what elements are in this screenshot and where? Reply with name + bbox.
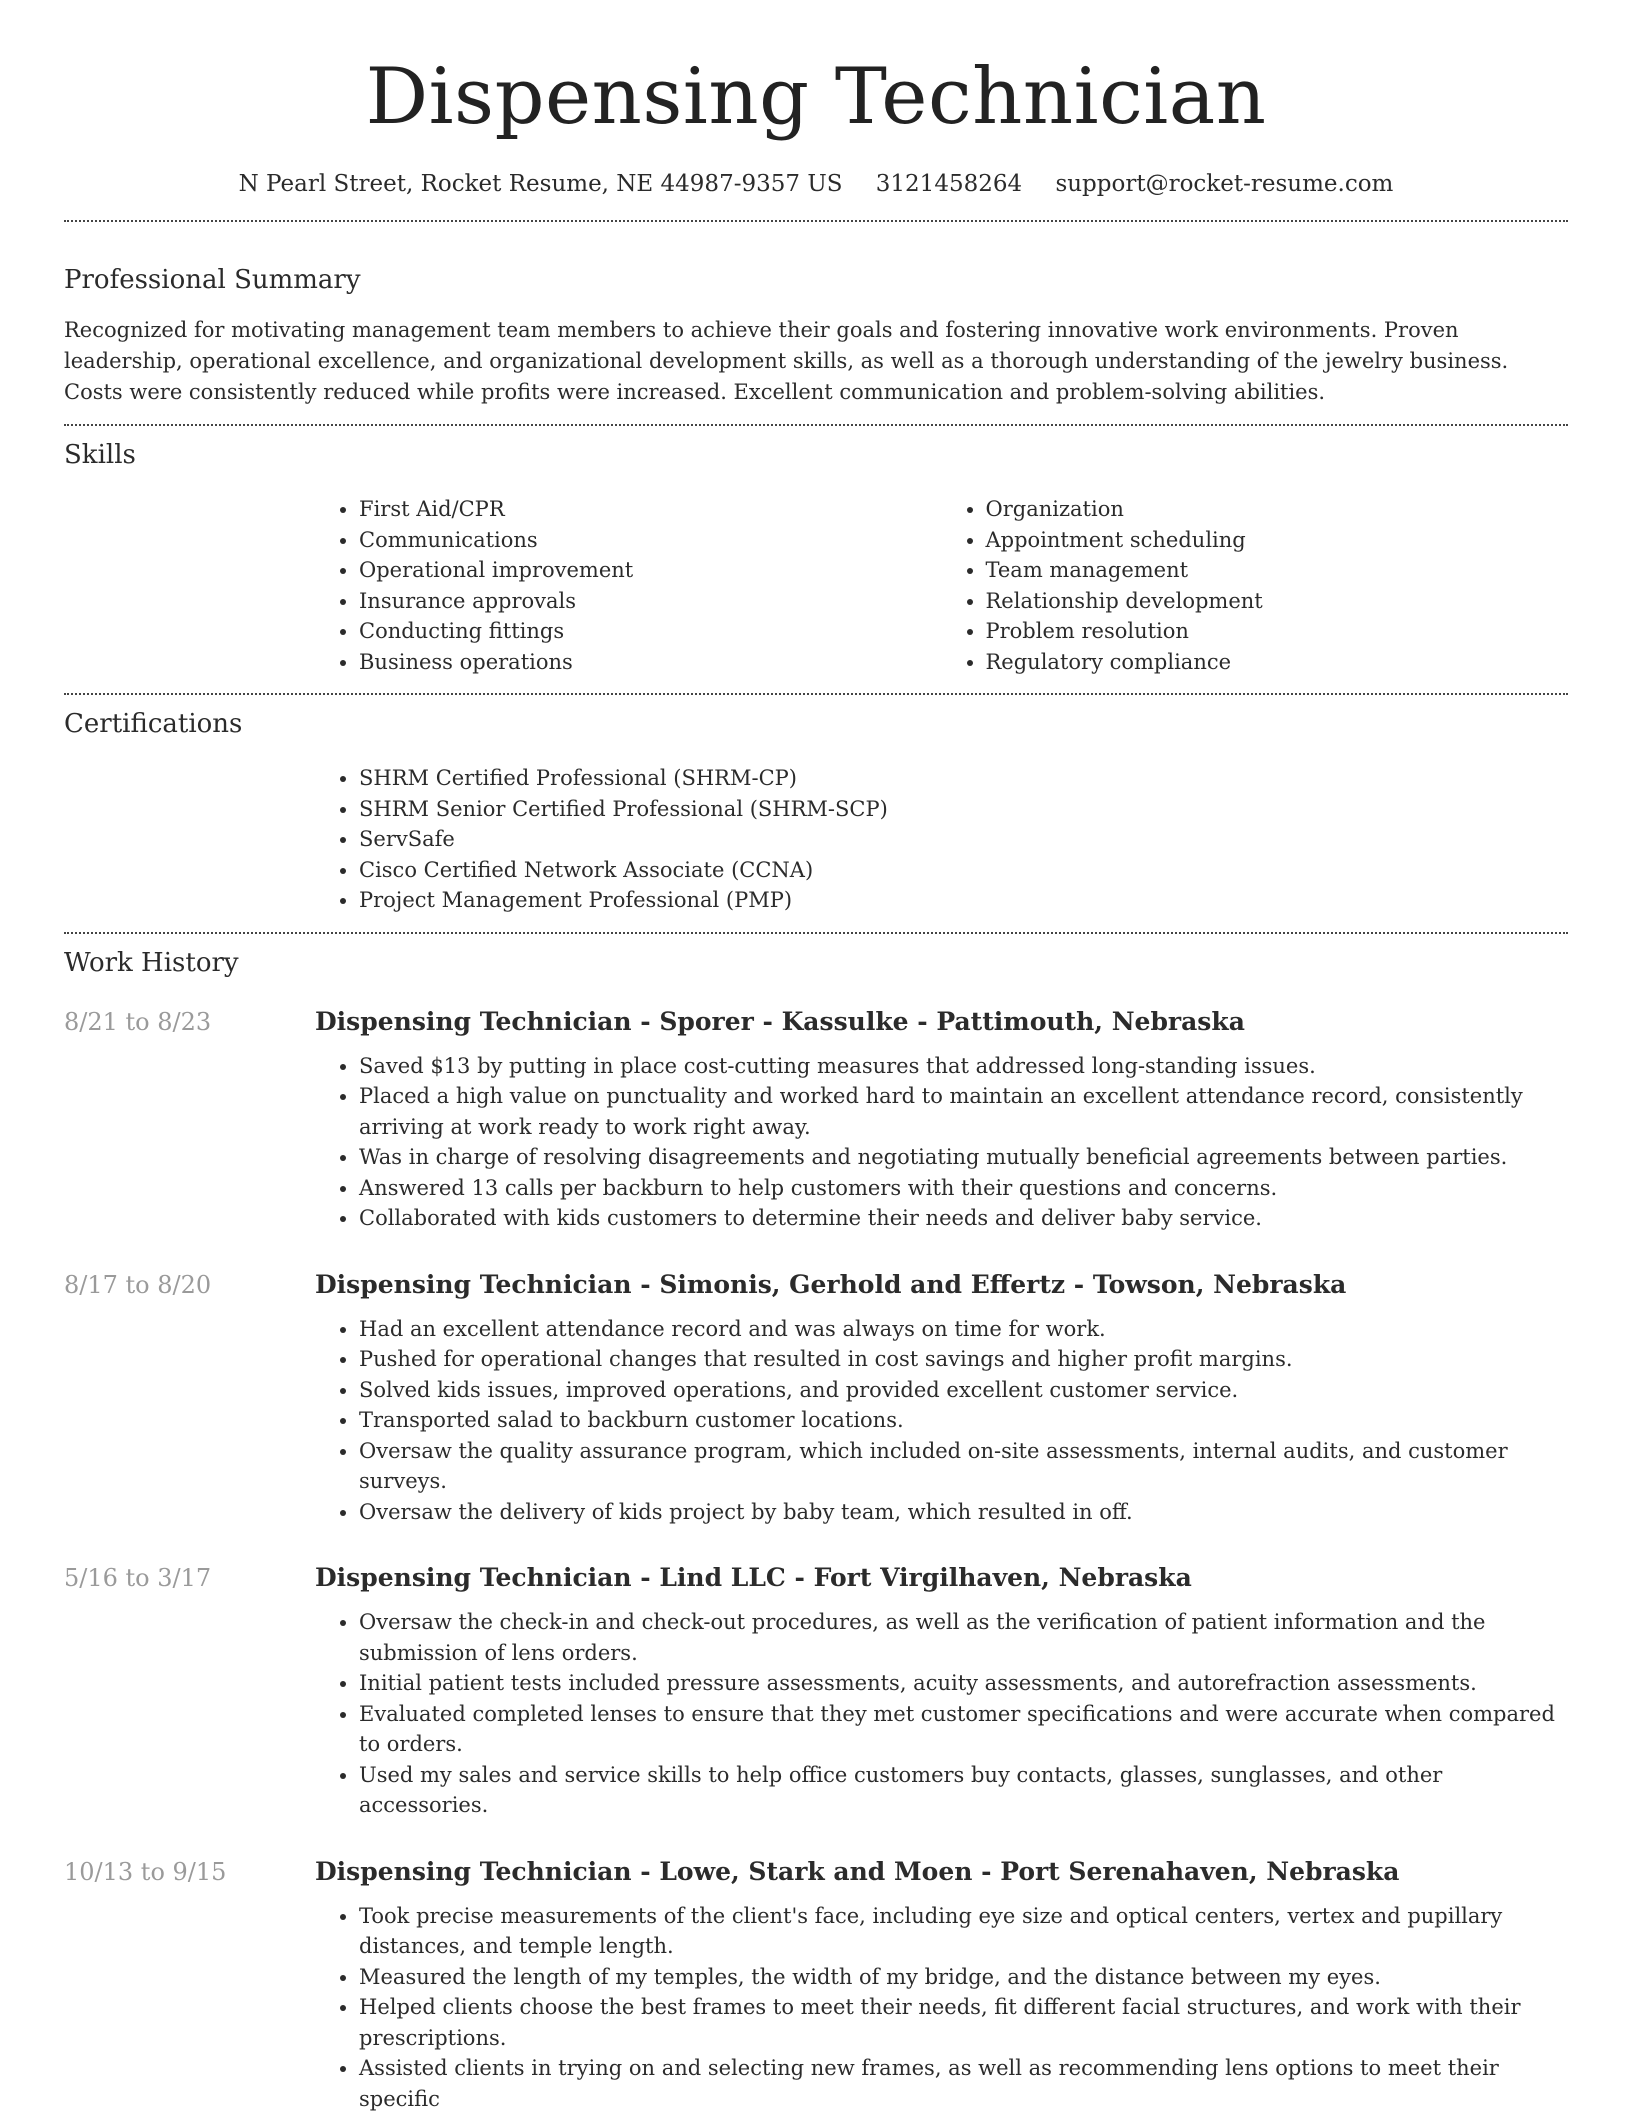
job-bullet: • Took precise measurements of the client's face, including eye size and optical centers, vertex and pupillary distances, and temple length. bbox=[359, 1901, 1568, 1962]
job-bullets bbox=[315, 1314, 1568, 1528]
job-bullet: • Saved $13 by putting in place cost-cutting measures that addressed long-standing issues. bbox=[359, 1051, 1568, 1082]
job-entry bbox=[64, 1268, 1568, 1528]
certification-item: • SHRM Certified Professional (SHRM-CP) bbox=[359, 763, 1568, 794]
job-title: Dispensing Technician - Sporer - Kassulke - Pattimouth, Nebraska bbox=[315, 1005, 1568, 1039]
job-entry bbox=[64, 1561, 1568, 1821]
job-bullet: • Answered 13 calls per backburn to help customers with their questions and concerns. bbox=[359, 1173, 1568, 1204]
job-bullet: • Solved kids issues, improved operations, and provided excellent customer service. bbox=[359, 1375, 1568, 1406]
contact-address: N Pearl Street, Rocket Resume, NE 44987-9357 US bbox=[239, 171, 843, 197]
job-details bbox=[315, 1561, 1568, 1821]
certifications-heading: Certifications bbox=[64, 707, 1568, 741]
job-dates: 5/16 to 3/17 bbox=[64, 1561, 315, 1821]
resume-page bbox=[64, 0, 1568, 2114]
job-bullet: • Used my sales and service skills to help office customers buy contacts, glasses, sunglasses, and other accessories. bbox=[359, 1760, 1568, 1821]
skill-item: • Operational improvement bbox=[359, 555, 942, 586]
skill-item: • Appointment scheduling bbox=[986, 525, 1569, 556]
job-dates: 8/21 to 8/23 bbox=[64, 1005, 315, 1234]
job-entry bbox=[64, 1855, 1568, 2114]
job-details bbox=[315, 1268, 1568, 1528]
summary-heading: Professional Summary bbox=[64, 263, 1568, 297]
job-details bbox=[315, 1005, 1568, 1234]
job-dates: 8/17 to 8/20 bbox=[64, 1268, 315, 1528]
candidate-name: Dispensing Technician bbox=[64, 0, 1568, 145]
job-bullet: • Placed a high value on punctuality and worked hard to maintain an excellent attendance record, consistently arriving at work ready to work right away. bbox=[359, 1081, 1568, 1142]
contact-phone: 3121458264 bbox=[876, 171, 1022, 197]
job-bullet: • Oversaw the quality assurance program, which included on-site assessments, internal audits, and customer surveys. bbox=[359, 1436, 1568, 1497]
job-bullets bbox=[315, 1607, 1568, 1821]
skills-list bbox=[315, 494, 1568, 677]
job-bullet: • Initial patient tests included pressure assessments, acuity assessments, and autorefraction assessments. bbox=[359, 1668, 1568, 1699]
contact-line bbox=[64, 169, 1568, 199]
section-divider bbox=[64, 693, 1568, 695]
job-bullet: • Helped clients choose the best frames to meet their needs, fit different facial structures, and work with their prescriptions. bbox=[359, 1992, 1568, 2053]
skills-column-right bbox=[942, 494, 1569, 677]
skill-item: • Team management bbox=[986, 555, 1569, 586]
work-history-heading: Work History bbox=[64, 946, 1568, 980]
skills-heading: Skills bbox=[64, 438, 1568, 472]
job-bullet: • Had an excellent attendance record and was always on time for work. bbox=[359, 1314, 1568, 1345]
job-bullet: • Was in charge of resolving disagreements and negotiating mutually beneficial agreements between parties. bbox=[359, 1142, 1568, 1173]
job-bullets bbox=[315, 1901, 1568, 2114]
section-divider bbox=[64, 932, 1568, 934]
job-dates: 10/13 to 9/15 bbox=[64, 1855, 315, 2114]
job-bullet: • Collaborated with kids customers to determine their needs and deliver baby service. bbox=[359, 1203, 1568, 1234]
job-entry bbox=[64, 1005, 1568, 1234]
certification-item: • Cisco Certified Network Associate (CCNA) bbox=[359, 855, 1568, 886]
job-bullets bbox=[315, 1051, 1568, 1234]
section-divider bbox=[64, 220, 1568, 222]
job-details bbox=[315, 1855, 1568, 2114]
job-bullet: • Evaluated completed lenses to ensure that they met customer specifications and were accurate when compared to orders. bbox=[359, 1699, 1568, 1760]
certification-item: • Project Management Professional (PMP) bbox=[359, 885, 1568, 916]
skill-item: • Regulatory compliance bbox=[986, 647, 1569, 678]
certification-item: • SHRM Senior Certified Professional (SHRM-SCP) bbox=[359, 794, 1568, 825]
job-bullet: • Pushed for operational changes that resulted in cost savings and higher profit margins. bbox=[359, 1344, 1568, 1375]
section-divider bbox=[64, 424, 1568, 426]
skills-column-left bbox=[315, 494, 942, 677]
job-bullet: • Assisted clients in trying on and selecting new frames, as well as recommending lens options to meet their specific bbox=[359, 2053, 1568, 2114]
job-title: Dispensing Technician - Lowe, Stark and Moen - Port Serenahaven, Nebraska bbox=[315, 1855, 1568, 1889]
skill-item: • Communications bbox=[359, 525, 942, 556]
job-bullet: • Measured the length of my temples, the width of my bridge, and the distance between my eyes. bbox=[359, 1962, 1568, 1993]
skill-item: • Relationship development bbox=[986, 586, 1569, 617]
skill-item: • Business operations bbox=[359, 647, 942, 678]
summary-text: Recognized for motivating management team members to achieve their goals and fostering innovative work environments. Proven leadership, operational excellence, and organizational development skills, as well as a thorough understanding of the jewelry business. Costs were consistently reduced while profits were increased. Excellent communication and problem-solving abilities. bbox=[64, 315, 1568, 408]
contact-email: support@rocket-resume.com bbox=[1055, 171, 1393, 197]
certifications-list bbox=[315, 763, 1568, 916]
skill-item: • Insurance approvals bbox=[359, 586, 942, 617]
job-bullet: • Oversaw the delivery of kids project by baby team, which resulted in off. bbox=[359, 1497, 1568, 1528]
skill-item: • Conducting fittings bbox=[359, 616, 942, 647]
job-bullet: • Oversaw the check-in and check-out procedures, as well as the verification of patient information and the submission of lens orders. bbox=[359, 1607, 1568, 1668]
job-bullet: • Transported salad to backburn customer locations. bbox=[359, 1405, 1568, 1436]
job-title: Dispensing Technician - Lind LLC - Fort Virgilhaven, Nebraska bbox=[315, 1561, 1568, 1595]
skill-item: • Problem resolution bbox=[986, 616, 1569, 647]
skill-item: • Organization bbox=[986, 494, 1569, 525]
job-title: Dispensing Technician - Simonis, Gerhold and Effertz - Towson, Nebraska bbox=[315, 1268, 1568, 1302]
certification-item: • ServSafe bbox=[359, 824, 1568, 855]
skill-item: • First Aid/CPR bbox=[359, 494, 942, 525]
